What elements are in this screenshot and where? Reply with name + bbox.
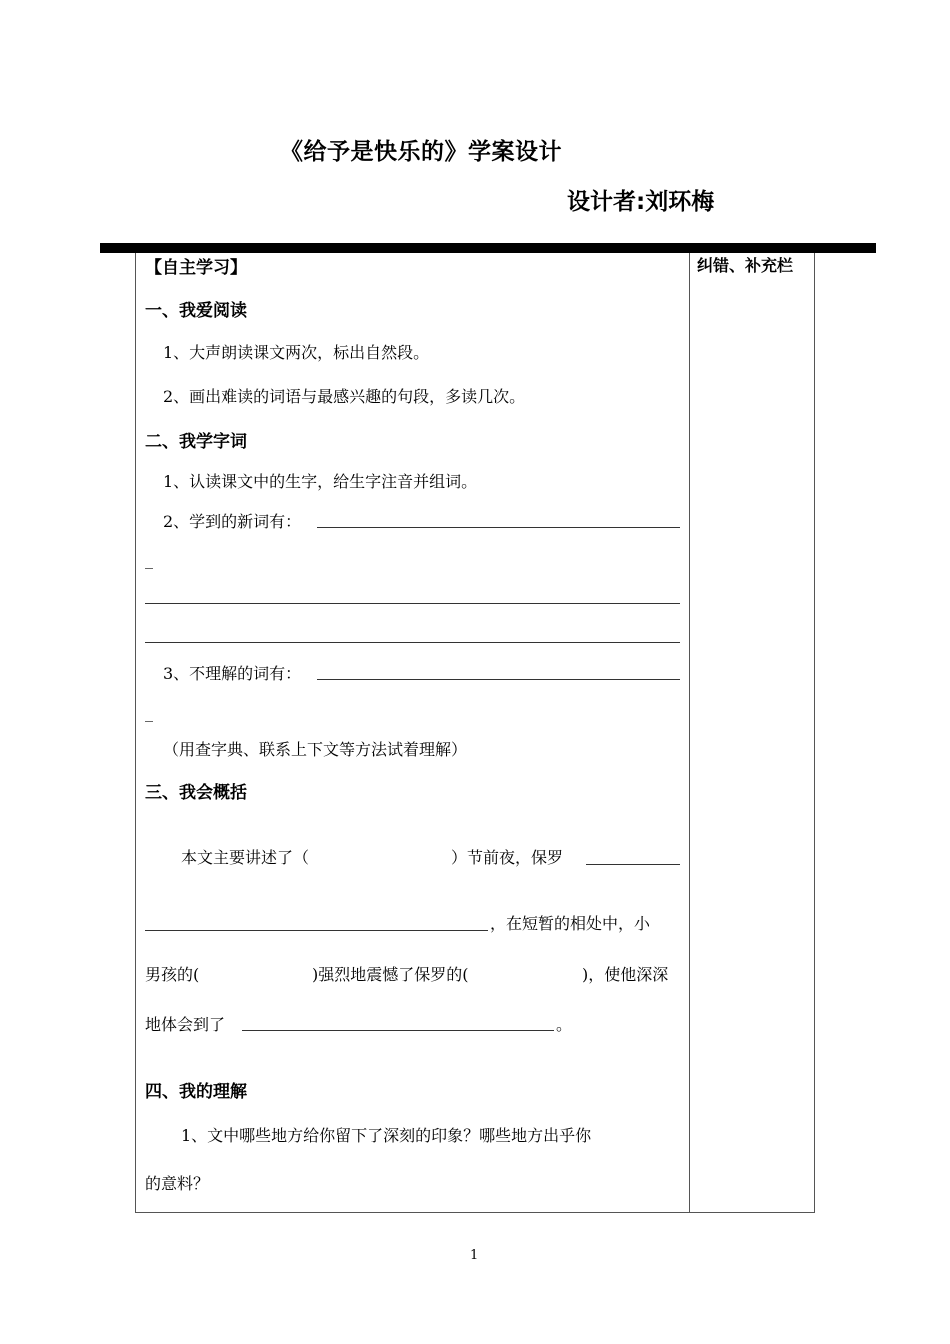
document-title: 《给予是快乐的》学案设计: [280, 139, 562, 165]
unknown-words-trailing-mark: _: [145, 703, 153, 722]
new-words-blank-3[interactable]: [145, 642, 680, 643]
summary-line4-a: 地体会到了: [145, 1015, 226, 1034]
words-hint: （用查字典、联系上下文等方法试着理解）: [163, 740, 468, 759]
summary-heading: 三、我会概括: [145, 783, 247, 803]
reading-item-2: 2、画出难读的词语与最感兴趣的句段，多读几次。: [163, 387, 526, 406]
reading-item-1: 1、大声朗读课文两次，标出自然段。: [163, 343, 430, 362]
understanding-question-line1: 1、文中哪些地方给你留下了深刻的印象？哪些地方出乎你: [181, 1126, 592, 1145]
new-words-blank-2[interactable]: [145, 603, 680, 604]
summary-blank-1[interactable]: [586, 864, 680, 865]
words-item-3-label: 3、不理解的词有：: [163, 664, 302, 683]
self-study-header: 【自主学习】: [145, 258, 247, 278]
column-divider: [689, 253, 690, 1213]
thick-divider: [100, 243, 876, 253]
unknown-words-blank-1[interactable]: [317, 679, 680, 680]
side-column-header: 纠错、补充栏: [697, 256, 794, 275]
designer-line: 设计者:刘环梅: [567, 189, 715, 215]
reading-heading: 一、我爱阅读: [145, 301, 247, 321]
words-item-2-label: 2、学到的新词有：: [163, 512, 302, 531]
summary-line3-c: )，使他深深: [582, 965, 669, 984]
summary-blank-2[interactable]: [145, 930, 488, 931]
page-number: 1: [470, 1248, 479, 1263]
summary-line4-end: 。: [556, 1015, 573, 1034]
understanding-question-line2: 的意料？: [145, 1174, 210, 1193]
new-words-trailing-mark: _: [145, 550, 153, 569]
understanding-heading: 四、我的理解: [145, 1082, 247, 1102]
words-item-1: 1、认读课文中的生字，给生字注音并组词。: [163, 472, 478, 491]
summary-line2-tail: ，在短暂的相处中，小: [490, 914, 651, 933]
summary-line3-a: 男孩的(: [145, 965, 200, 984]
new-words-blank-1[interactable]: [317, 527, 680, 528]
summary-line1-a: 本文主要讲述了（: [181, 848, 310, 867]
summary-blank-3[interactable]: [242, 1030, 554, 1031]
summary-line1-b: ）节前夜，保罗: [451, 848, 564, 867]
summary-line3-b: )强烈地震憾了保罗的(: [312, 965, 469, 984]
words-heading: 二、我学字词: [145, 432, 247, 452]
